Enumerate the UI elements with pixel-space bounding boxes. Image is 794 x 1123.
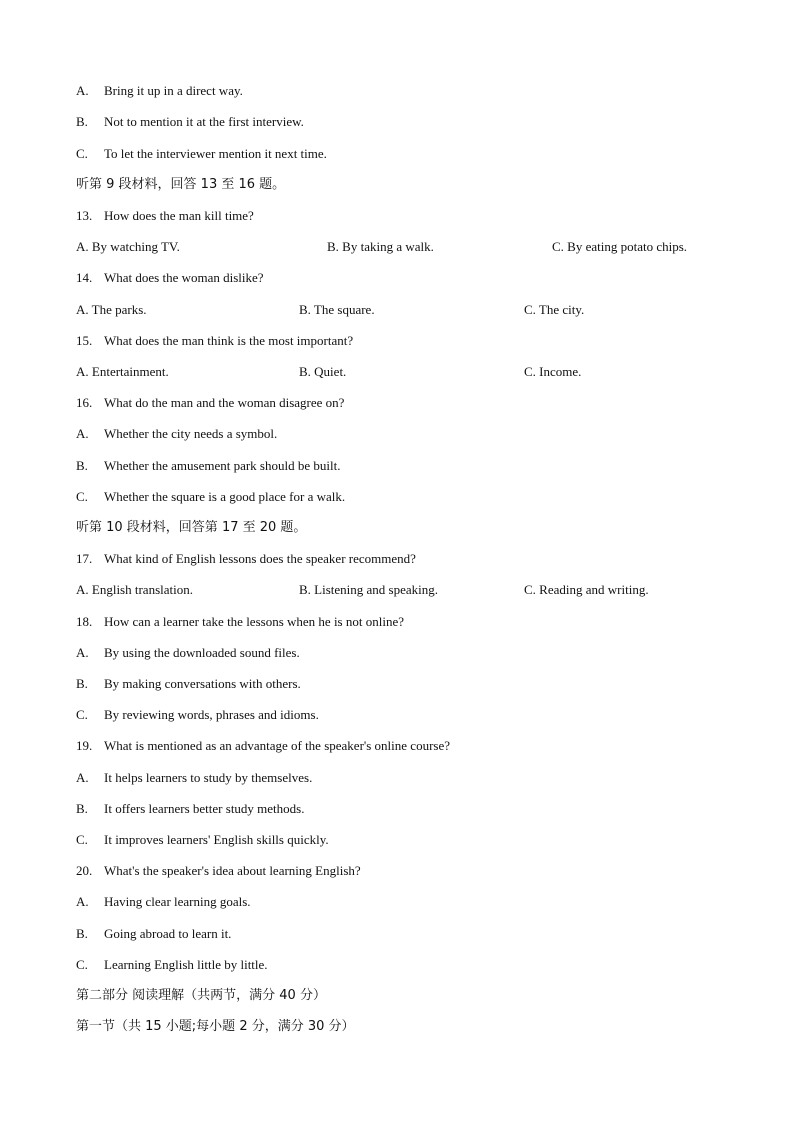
option-text: By using the downloaded sound files. (104, 645, 300, 660)
question-row (0, 861, 794, 881)
option-c: C. By eating potato chips. (552, 239, 688, 254)
option-text: Bring it up in a direct way. (104, 83, 243, 98)
question-text: What does the man think is the most important? (104, 333, 354, 348)
option-text: By reviewing words, phrases and idioms. (104, 707, 319, 722)
option-letter: C. (76, 832, 88, 847)
question-text: What is mentioned as an advantage of the speaker's online course? (104, 738, 450, 753)
option-row (0, 456, 794, 476)
option-row (0, 81, 794, 101)
question-number: 13. (76, 208, 93, 223)
option-letter: B. (76, 801, 88, 816)
option-row (0, 674, 794, 694)
option-c: C. Reading and writing. (524, 582, 649, 597)
question-text: How can a learner take the lessons when he is not online? (104, 614, 404, 629)
option-row (0, 580, 794, 600)
section-heading: 第一节（共 15 小题;每小题 2 分，满分 30 分） (76, 1019, 355, 1034)
section-heading: 听第 9 段材料，回答 13 至 16 题。 (76, 177, 286, 192)
option-letter: A. (76, 894, 89, 909)
option-b: B. Listening and speaking. (299, 582, 439, 597)
option-row (0, 643, 794, 663)
question-row (0, 268, 794, 288)
option-letter: C. (76, 146, 88, 161)
option-letter: B. (76, 926, 88, 941)
option-a: A. English translation. (76, 582, 193, 597)
option-row (0, 300, 794, 320)
question-number: 14. (76, 270, 93, 285)
option-b: B. The square. (299, 302, 375, 317)
option-text: Not to mention it at the first interview. (104, 114, 304, 129)
option-letter: A. (76, 770, 89, 785)
option-letter: C. (76, 707, 88, 722)
option-row (0, 830, 794, 850)
option-row (0, 144, 794, 164)
option-row (0, 768, 794, 788)
question-text: What do the man and the woman disagree on? (104, 395, 345, 410)
question-number: 15. (76, 333, 93, 348)
option-letter: B. (76, 676, 88, 691)
option-b: B. Quiet. (299, 364, 347, 379)
question-number: 17. (76, 551, 93, 566)
option-letter: C. (76, 957, 88, 972)
option-text: It improves learners' English skills quickly. (104, 832, 329, 847)
option-c: C. Income. (524, 364, 582, 379)
question-row (0, 393, 794, 413)
question-number: 20. (76, 863, 93, 878)
option-c: C. The city. (524, 302, 585, 317)
option-row (0, 237, 794, 257)
option-row (0, 892, 794, 912)
option-a: A. By watching TV. (76, 239, 180, 254)
option-row (0, 705, 794, 725)
question-row (0, 549, 794, 569)
option-text: Learning English little by little. (104, 957, 268, 972)
option-text: Going abroad to learn it. (104, 926, 232, 941)
question-number: 18. (76, 614, 93, 629)
option-row (0, 955, 794, 975)
question-row (0, 612, 794, 632)
option-a: A. The parks. (76, 302, 147, 317)
option-a: A. Entertainment. (76, 364, 169, 379)
option-row (0, 424, 794, 444)
option-text: To let the interviewer mention it next time. (104, 146, 327, 161)
question-text: What does the woman dislike? (104, 270, 264, 285)
option-text: It helps learners to study by themselves. (104, 770, 313, 785)
option-letter: A. (76, 426, 89, 441)
question-number: 16. (76, 395, 93, 410)
option-row (0, 112, 794, 132)
option-text: Whether the square is a good place for a walk. (104, 489, 346, 504)
option-text: By making conversations with others. (104, 676, 301, 691)
option-letter: A. (76, 645, 89, 660)
option-letter: B. (76, 114, 88, 129)
option-text: It offers learners better study methods. (104, 801, 305, 816)
option-row (0, 362, 794, 382)
question-text: What kind of English lessons does the speaker recommend? (104, 551, 416, 566)
question-number: 19. (76, 738, 93, 753)
option-b: B. By taking a walk. (327, 239, 434, 254)
question-text: What's the speaker's idea about learning English? (104, 863, 361, 878)
option-row (0, 924, 794, 944)
option-row (0, 487, 794, 507)
part-heading: 第二部分 阅读理解（共两节，满分 40 分） (76, 988, 326, 1003)
option-letter: C. (76, 489, 88, 504)
option-text: Whether the city needs a symbol. (104, 426, 278, 441)
question-row (0, 736, 794, 756)
question-text: How does the man kill time? (104, 208, 254, 223)
section-heading: 听第 10 段材料，回答第 17 至 20 题。 (76, 520, 307, 535)
option-text: Whether the amusement park should be built. (104, 458, 341, 473)
option-letter: A. (76, 83, 89, 98)
option-row (0, 799, 794, 819)
option-text: Having clear learning goals. (104, 894, 251, 909)
question-row (0, 331, 794, 351)
option-letter: B. (76, 458, 88, 473)
question-row (0, 206, 794, 226)
